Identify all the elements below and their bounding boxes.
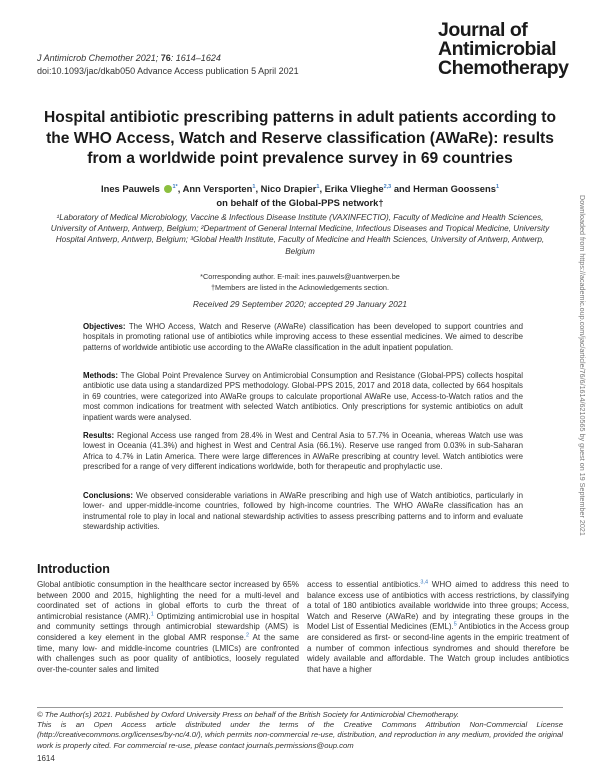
abstract-methods [83, 371, 523, 423]
intro-text: WHO aimed to address this need to balance excess use of antibiotics with access restrictions, by classifying a total of 180 antibiotics available worldwide into three groups; Access, Watch and Reserve (AWaRe) and by integrating these groups in the Model List of Essential Medicines (EML). [307, 580, 569, 632]
network-line: on behalf of the Global-PPS network† [216, 196, 384, 208]
footer-divider [37, 707, 563, 708]
author-name[interactable]: , Nico Drapier [255, 183, 317, 194]
article-title: Hospital antibiotic prescribing patterns in adult patients according to the WHO Access, Watch and Reserve classification (AWaRe): results from a worldwide point prevalence survey in 69 countries [43, 109, 557, 167]
abstract-results [83, 431, 523, 473]
methods-label: Methods: [83, 371, 119, 380]
download-side-note: Downloaded from https://academic.oup.com/jac/article/76/6/1614/6210565 by guest on 19 September 2021 [578, 195, 587, 536]
intro-text: At the same time, many low- and middle-income countries (LMICs) are confronted with challenges such as poor quality of antibiotics, loosely regulated over-the-counter sales and limited [37, 632, 299, 674]
footer-license [37, 710, 563, 751]
intro-text: Antibiotics in the Access group are considered as first- or second-line agents in the empiric treatment of a number of common infectious syndromes and should therefore be widely available and affordable. The Watch group includes antibiotics that have a higher [307, 622, 569, 674]
methods-text: The Global Point Prevalence Survey on Antimicrobial Consumption and Resistance (Global-PPS) collects hospital antibiotic use data using a standardized PPS methodology. Global-PPS 2015, 2017 and 2018 data, collected by 664 hospitals in 69 countries, were categorized into AWaRe groups to calculate proportional AWaRe use, Access-to-Watch ratios and the most common indications for treatment with selected Watch antibiotics. Only prescriptions for systemic antibiotics on adult inpatient wards were analysed. [83, 371, 523, 422]
logo-line-2: Antimicrobial [438, 38, 557, 60]
author-sup: 1 [316, 183, 320, 190]
author-name[interactable]: and Herman Goossens [391, 183, 496, 194]
citation-volume: 76 [160, 53, 171, 63]
corresponding-author: *Corresponding author. E-mail: ines.pauwels@uantwerpen.be [200, 272, 400, 281]
license-text: This is an Open Access article distributed under the terms of the Creative Commons Attribution Non-Commercial License (http://creativecommons.org/licenses/by-nc/4.0/), which permits non-commercial re-use, distribution, and reproduction in any medium, provided the original work is properly cited. For commercial re-use, please contact journals.permissions@oup.com [37, 720, 563, 750]
author-sup: 1 [495, 183, 499, 190]
intro-left-column [37, 580, 299, 675]
conclusions-text: We observed considerable variations in AWaRe prescribing and high use of Watch antibiotics, particularly in lower- and upper-middle-income countries, followed by high-income countries. The WHO AWaRe classification has an instrumental role to play in local and national stewardship activities to assess prescribing patterns and to inform and evaluate stewardship activities. [83, 491, 523, 532]
page-number: 1614 [37, 754, 55, 763]
author-name[interactable]: Ines Pauwels [101, 183, 160, 194]
doi-line[interactable]: doi:10.1093/jac/dkab050 Advance Access publication 5 April 2021 [37, 65, 299, 76]
author-name[interactable]: , Ann Versporten [177, 183, 253, 194]
citation-ref[interactable]: 2 [245, 632, 250, 639]
author-sup: 1* [172, 183, 178, 190]
objectives-text: The WHO Access, Watch and Reserve (AWaRe) classification has been developed to support countries and hospitals in promoting rational use of antibiotics while improving access to these essential medicines. We aimed to describe patterns of worldwide antibiotic use according to the AWaRe classification in the adult inpatient population. [83, 322, 523, 352]
intro-text: Global antibiotic consumption in the healthcare sector increased by 65% between 2000 and 2015, highlighting the need for a multi-level and coordinated set of actions in global efforts to curb the threat of antimicrobial resistance (AMR). [37, 580, 299, 621]
citation-ref[interactable]: 3,4 [420, 579, 429, 586]
author-line [40, 182, 560, 196]
intro-right-column [307, 580, 569, 675]
abstract-conclusions [83, 491, 523, 533]
intro-text: Optimizing antimicrobial use in hospital and community settings through antimicrobial stewardship (AMS) is considered a key element in the global AMR response. [37, 611, 299, 642]
citation-year: 2021; [135, 53, 159, 63]
author-notes [40, 272, 560, 293]
citation-block [37, 52, 299, 77]
orcid-icon[interactable] [164, 185, 172, 193]
logo-line-3: Chemotherapy [438, 57, 569, 79]
author-name[interactable]: , Erika Vlieghe [319, 183, 384, 194]
author-sup: 1 [252, 183, 256, 190]
abstract-objectives [83, 322, 523, 353]
conclusions-label: Conclusions: [83, 491, 133, 500]
citation-ref[interactable]: 5 [453, 621, 457, 628]
intro-text: access to essential antibiotics. [307, 580, 421, 589]
journal-logo[interactable] [438, 21, 588, 78]
results-label: Results: [83, 431, 115, 440]
author-sup: 2,3 [383, 183, 392, 190]
results-text: Regional Access use ranged from 28.4% in West and Central Asia to 57.7% in Oceania, whereas Watch use was lowest in Oceania (41.3%) and highest in West and Central Asia (66.1%). Reserve use ranged from 0.03% in sub-Saharan Africa to 4.7% in Latin America. There were large differences in AWaRe prescribing at country level. Watch antibiotics were prescribed for a range of very different indications worldwide, both for therapeutic and prophylactic use. [83, 431, 523, 472]
copyright-line: © The Author(s) 2021. Published by Oxford University Press on behalf of the British Society for Antimicrobial Chemotherapy. [37, 710, 459, 719]
logo-line-1: Journal of [438, 19, 528, 41]
intro-heading: Introduction [37, 562, 110, 576]
citation-ref[interactable]: 1 [150, 611, 154, 618]
received-dates: Received 29 September 2020; accepted 29 January 2021 [192, 299, 408, 309]
citation-line [37, 52, 299, 65]
objectives-label: Objectives: [83, 322, 126, 331]
members-note: †Members are listed in the Acknowledgements section. [210, 282, 390, 292]
citation-pages: : 1614–1624 [170, 53, 221, 63]
affiliations: ¹Laboratory of Medical Microbiology, Vaccine & Infectious Disease Institute (VAXINFECTIO), Faculty of Medicine and Health Sciences, University of Antwerp, Antwerp, Belgium; ²Department of General Internal Medicine, Infectious Diseases and Tropical Medicine, University Hospital Antwerp, Antwerp, Belgium; ³Global Health Institute, Faculty of Medicine and Health Sciences, University of Antwerp, Antwerp, Belgium [50, 213, 550, 256]
journal-short: J Antimicrob Chemother [37, 53, 134, 63]
author-list [40, 182, 560, 209]
